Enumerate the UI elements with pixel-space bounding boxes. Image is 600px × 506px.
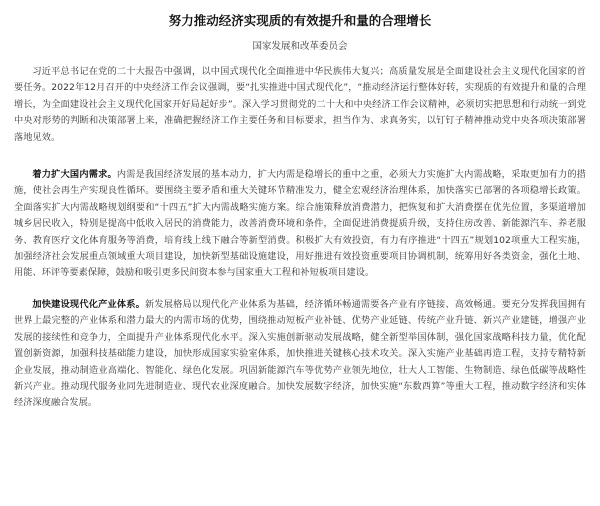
section-body: 内需是我国经济发展的基本动力，扩大内需是稳增长的重中之重，必须大力实施扩大内需战略，采取更加有力的措施，使社会再生产实现良性循环。要围绕主要矛盾和重大关键环节精准发力，健全宏观经济治理体系，加快落实已部署的各项稳增长政策。全面落实扩大内需战略规划纲要和“十四五”扩大内需战略实施方案。综合施策释放消费潜力，把恢复和扩大消费摆在优先位置，多渠道增加城乡居民收入，特别是提高中低收入居民的消费能力，改善消费环境和条件，全面促进消费提质升级，支持住房改善、新能源汽车、养老服务、教育医疗文化体育服务等消费，培育线上线下融合等新型消费。积极扩大有效投资，有力有序推进“十四五”规划102项重大工程实施，加强经济社会发展重点领域重大项目建设，加快新型基础设施建设，用好推进有效投资重要项目协调机制，统筹用好各类资金，强化土地、用能、环评等要素保障，鼓励和吸引更多民间资本参与国家重大工程和补短板项目建设。: [14, 169, 587, 279]
article-author: 国家发展和改革委员会: [252, 41, 348, 52]
section-heading: 着力扩大国内需求。: [32, 169, 117, 181]
section-heading: 加快建设现代化产业体系。: [32, 298, 146, 310]
section-body: 新发展格局以现代化产业体系为基础，经济循环畅通需要各产业有序链接、高效畅通。要充分发挥我国拥有世界上最完整的产业体系和潜力最大的内需市场的优势，围绕推动短板产业补链、优势产业延链、传统产业升链、新兴产业建链，增强产业发展的接续性和竞争力，全面提升产业体系现代化水平。深入实施创新驱动发展战略，健全新型举国体制，强化国家战略科技力量，优化配置创新资源，加强科技基础能力建设，加快形成国家实验室体系，加快推进关键核心技术攻关。深入实施产业基础再造工程，支持专精特新企业发展，推动制造业高端化、智能化、绿色化发展。巩固新能源汽车等优势产业领先地位，壮大人工智能、生物制造、绿色低碳等战略性新兴产业。推动现代服务业同先进制造业、现代农业深度融合。加快发展数字经济，加快实施“东数西算”等重大工程，推动数字经济和实体经济深度融合发展。: [14, 298, 586, 409]
section-domestic-demand: [14, 167, 586, 282]
section-industry-system: [14, 297, 586, 412]
intro-paragraph: 习近平总书记在党的二十大报告中强调，以中国式现代化全面推进中华民族伟大复兴；高质量发展是全面建设社会主义现代化国家的首要任务。2022年12月召开的中央经济工作会议强调，要“扎实推进中国式现代化”，“推动经济运行整体好转，实现质的有效提升和量的合理增长，为全面建设社会主义现代化国家开好局起好步”。深入学习贯彻党的二十大和中央经济工作会议精神，必须切实把思想和行动统一到党中央对形势的判断和决策部署上来，准确把握经济工作主要任务和目标要求，担当作为、求真务实，以钉钉子精神推动党中央各项决策部署落地见效。: [14, 66, 586, 143]
article-title: 努力推动经济实现质的有效提升和量的合理增长: [168, 13, 432, 28]
